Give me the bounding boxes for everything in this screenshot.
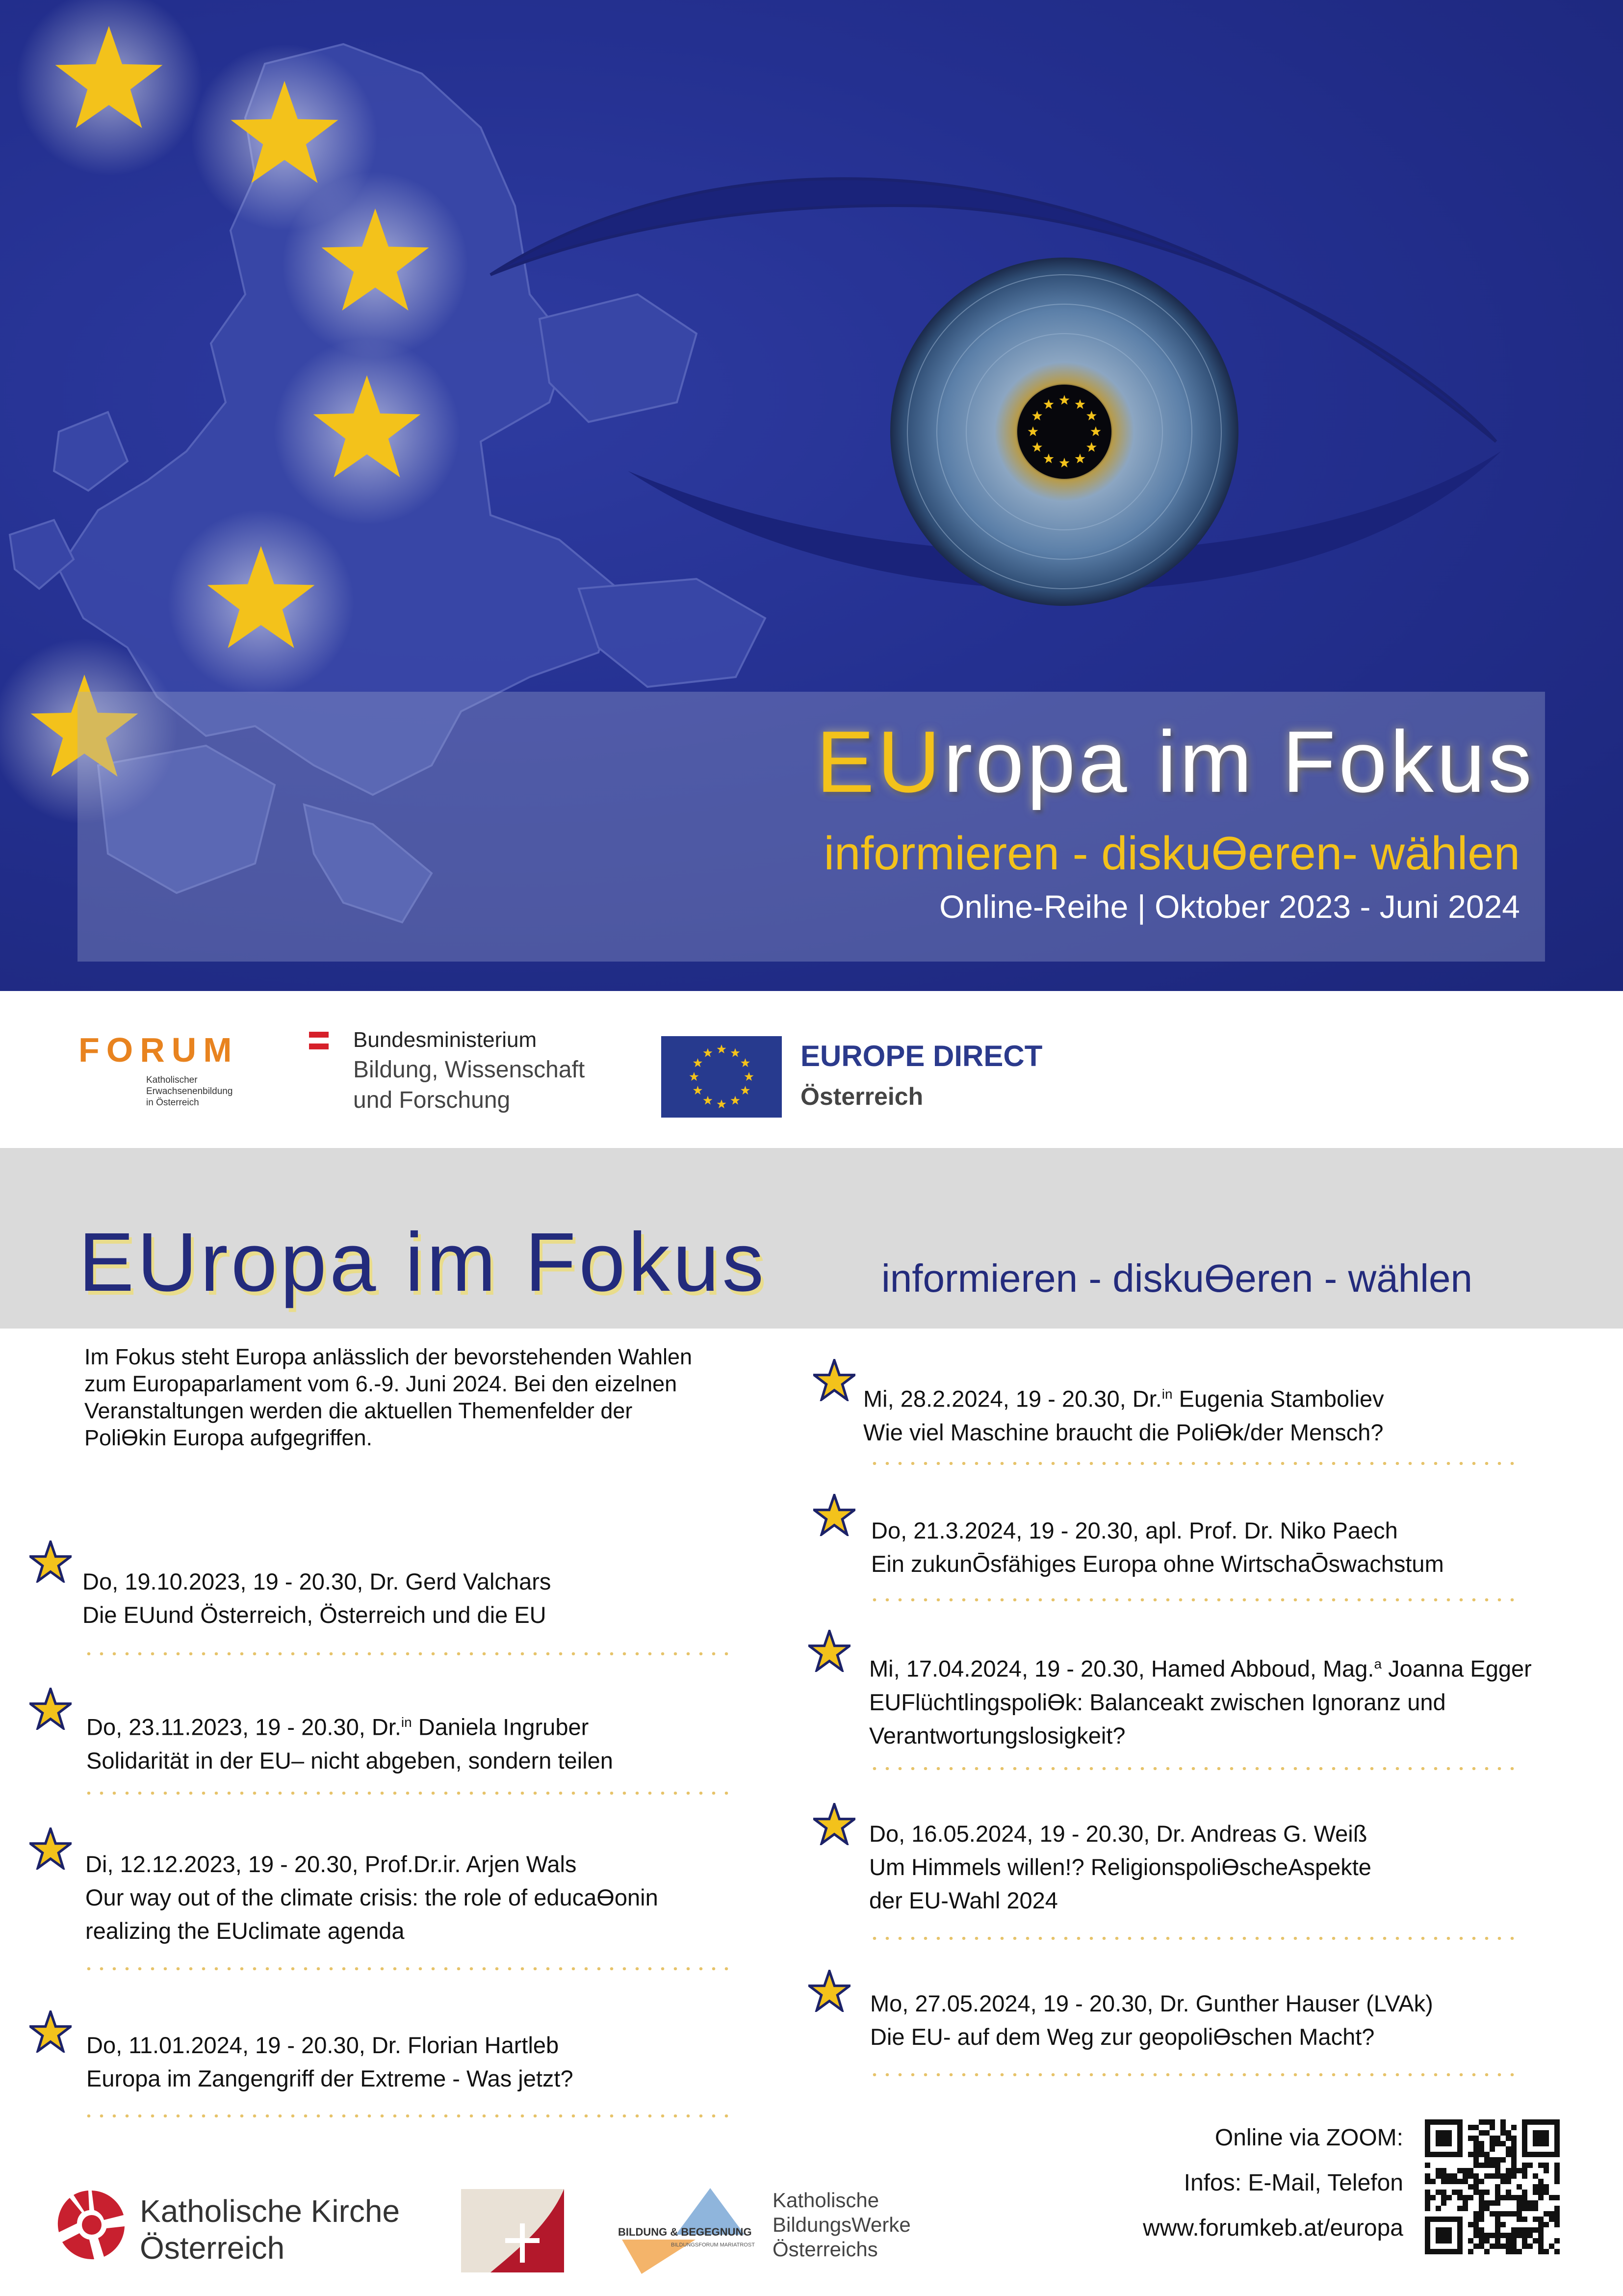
katholische-kirche-logo-icon	[55, 2188, 129, 2262]
eu-flag-icon	[661, 1036, 782, 1118]
event-title-cont: der EU-Wahl 2024	[869, 1887, 1058, 1913]
event-item	[870, 1987, 1576, 2054]
event-title: Um Himmels willen!? ReligionspoliϴscheAspekte	[869, 1854, 1371, 1880]
event-title: EUFlüchtlingspoliϴk: Balanceakt zwischen Ignoranz und	[869, 1689, 1446, 1715]
eu-flag-star-icon	[703, 1048, 713, 1057]
event-item	[85, 1848, 792, 1948]
event-item	[86, 2029, 793, 2095]
event-title: Europa im Zangengriff der Extreme - Was jetzt?	[86, 2065, 573, 2091]
forum-logo-line1: Katholischer	[146, 1075, 198, 1085]
dotted-separator	[868, 1767, 1520, 1770]
forum-logo-line2: Erwachsenenbildung	[146, 1086, 233, 1096]
event-item	[82, 1565, 789, 1632]
austrian-flag-icon	[309, 1032, 329, 1049]
website-link[interactable]: www.forumkeb.at/europa	[1143, 2215, 1403, 2241]
europe-direct-subtitle: Österreich	[800, 1083, 924, 1110]
eu-flag-star-icon	[731, 1096, 740, 1105]
eu-flag-star-icon	[741, 1086, 750, 1095]
star-bullet-icon	[29, 1540, 72, 1583]
star-bullet-icon	[29, 1688, 72, 1730]
eu-flag-star-icon	[690, 1072, 699, 1081]
eu-flag-star-icon	[703, 1096, 713, 1105]
event-item	[869, 1647, 1575, 1752]
star-bullet-icon	[808, 1630, 850, 1672]
kbw-line2: BildungsWerke	[773, 2213, 911, 2236]
katholische-kirche-country: Österreich	[140, 2230, 285, 2266]
event-title-cont: Verantwortungslosigkeit?	[869, 1722, 1126, 1748]
intro-text	[84, 1343, 781, 1451]
event-date-line: Do, 19.10.2023, 19 - 20.30, Dr. Gerd Valchars	[82, 1568, 551, 1594]
event-date-line: Do, 23.11.2023, 19 - 20.30, Dr.$^{in}$ Daniela Ingruber	[86, 1714, 589, 1740]
event-title: Wie viel Maschine braucht die Poliϴk/der Mensch?	[863, 1419, 1384, 1445]
forum-logo-line3: in Österreich	[146, 1097, 199, 1108]
hero-title	[816, 711, 1535, 812]
star-bullet-icon	[29, 2010, 72, 2053]
event-title: Solidarität in der EU– nicht abgeben, sondern teilen	[86, 1747, 613, 1774]
event-item	[869, 1817, 1575, 1917]
event-date-line: Do, 11.01.2024, 19 - 20.30, Dr. Florian Hartleb	[86, 2032, 559, 2058]
event-item	[86, 1706, 793, 1777]
bb-logo-text: BILDUNG & BEGEGNUNG	[618, 2226, 752, 2238]
event-item	[871, 1514, 1577, 1581]
event-date-line: Mo, 27.05.2024, 19 - 20.30, Dr. Gunther Hauser (LVAk)	[870, 1990, 1433, 2016]
star-bullet-icon	[813, 1494, 855, 1536]
dotted-separator	[82, 1967, 735, 1970]
qr-code-icon[interactable]	[1425, 2119, 1560, 2254]
eu-flag-star-icon	[741, 1058, 750, 1067]
dotted-separator	[868, 1598, 1520, 1601]
event-title-cont: realizing the EUclimate agenda	[85, 1918, 405, 1944]
intro-line: Veranstaltungen werden die aktuellen Themenfelder der	[84, 1398, 633, 1423]
event-title: Ein zukunŌsfähiges Europa ohne WirtschaŌswachstum	[871, 1551, 1444, 1577]
hero-title-rest: ropa im Fokus	[943, 713, 1535, 810]
dotted-separator	[868, 1462, 1520, 1465]
kbw-line3: Österreichs	[773, 2238, 878, 2261]
event-date-line: Mi, 28.2.2024, 19 - 20.30, Dr.$^{in}$ Eugenia Stamboliev	[863, 1385, 1384, 1412]
dotted-separator	[82, 2114, 735, 2117]
forum-logo-subtext	[146, 1074, 239, 1108]
intro-line: zum Europaparlament vom 6.-9. Juni 2024. Bei den eizelnen	[84, 1371, 677, 1396]
hero-subtitle: informieren - diskuϴeren- wählen	[824, 827, 1520, 880]
dotted-separator	[82, 1652, 735, 1655]
cross-icon	[461, 2189, 564, 2272]
ministry-line1: Bundesministerium	[353, 1028, 537, 1052]
star-bullet-icon	[29, 1827, 72, 1870]
eu-flag-star-icon	[693, 1086, 702, 1095]
event-item	[863, 1378, 1570, 1449]
katholische-kirche-text: Katholische Kirche	[140, 2193, 400, 2229]
star-bullet-icon	[813, 1359, 855, 1401]
kbw-line1: Katholische	[773, 2189, 879, 2212]
contact-info: Infos: E-Mail, Telefon	[1184, 2170, 1403, 2196]
dotted-separator	[82, 1792, 735, 1795]
event-date-line: Do, 21.3.2024, 19 - 20.30, apl. Prof. Dr. Niko Paech	[871, 1517, 1398, 1543]
star-bullet-icon	[808, 1970, 850, 2012]
eu-flag-star-icon	[693, 1058, 702, 1067]
event-title: Our way out of the climate crisis: the role of educaϴonin	[85, 1884, 658, 1910]
band-subtitle: informieren - diskuϴeren - wählen	[881, 1256, 1472, 1300]
bb-logo-subtext: BILDUNGSFORUM MARIATROST	[671, 2242, 755, 2248]
event-date-line: Di, 12.12.2023, 19 - 20.30, Prof.Dr.ir. Arjen Wals	[85, 1851, 577, 1877]
cross-logo	[461, 2189, 564, 2272]
zoom-info: Online via ZOOM:	[1214, 2125, 1403, 2151]
intro-line: Im Fokus steht Europa anlässlich der bevorstehenden Wahlen	[84, 1344, 693, 1369]
europe-direct-title: EUROPE DIRECT	[800, 1040, 1043, 1072]
band-title: EUropa im Fokus	[78, 1216, 767, 1309]
eu-flag-star-icon	[731, 1048, 740, 1057]
forum-logo	[78, 1030, 239, 1108]
star-bullet-icon	[813, 1803, 855, 1845]
hero-series: Online-Reihe | Oktober 2023 - Juni 2024	[939, 888, 1520, 925]
bildung-begegnung-logo	[612, 2186, 759, 2274]
dotted-separator	[868, 2073, 1520, 2076]
event-date-line: Do, 16.05.2024, 19 - 20.30, Dr. Andreas G. Weiß	[869, 1821, 1367, 1847]
ministry-line3: und Forschung	[353, 1087, 511, 1113]
event-date-line: Mi, 17.04.2024, 19 - 20.30, Hamed Abboud, Mag.$^a$ Joanna Egger	[869, 1655, 1532, 1682]
bildungswerke-logo-text	[773, 2188, 911, 2262]
hero-banner	[0, 0, 1623, 991]
forum-logo-word: FORUM	[78, 1031, 239, 1069]
eu-flag-star-icon	[717, 1099, 726, 1108]
intro-line: Poliϴkin Europa aufgegriffen.	[84, 1425, 373, 1450]
event-title: Die EU- auf dem Weg zur geopoliϴschen Macht?	[870, 2024, 1375, 2050]
event-title: Die EUund Österreich, Österreich und die EU	[82, 1602, 546, 1628]
eu-flag-star-icon	[745, 1072, 754, 1081]
dotted-separator	[868, 1937, 1520, 1940]
hero-title-eu: EU	[816, 713, 944, 810]
ministry-line2: Bildung, Wissenschaft	[353, 1057, 585, 1083]
eu-flag-star-icon	[717, 1044, 726, 1053]
